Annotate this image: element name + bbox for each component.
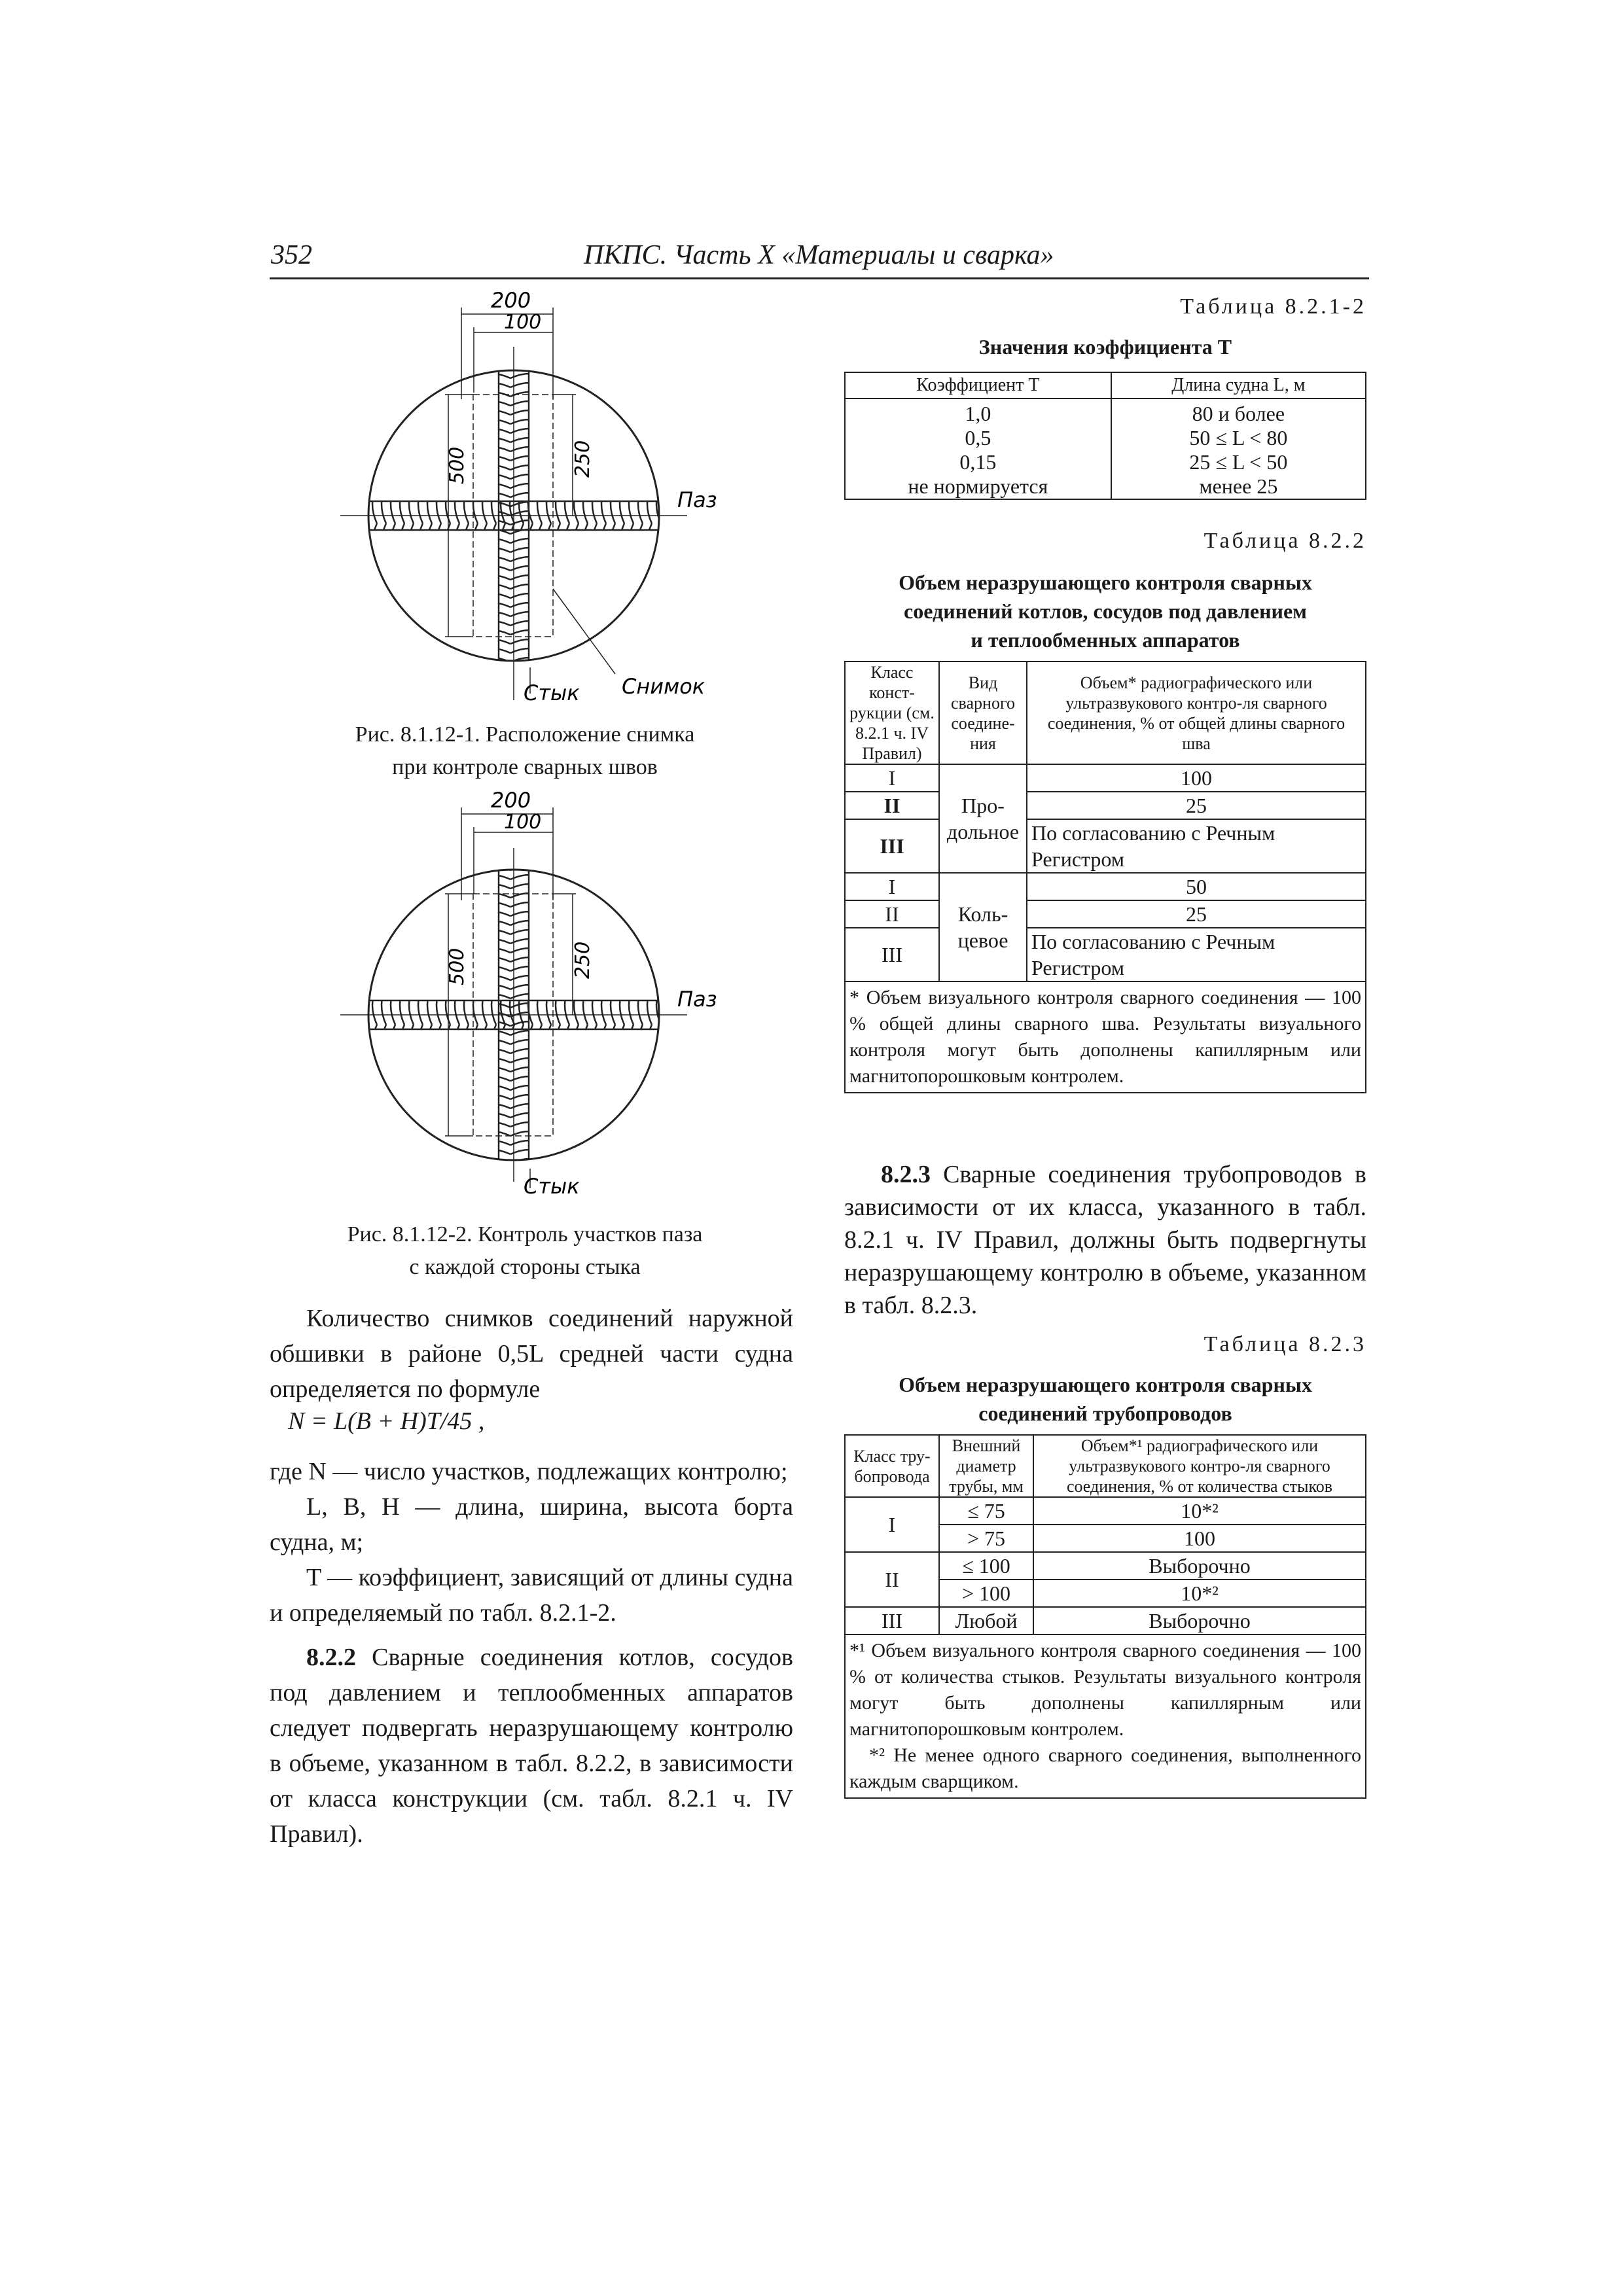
paragraph-8-2-3: 8.2.3 Сварные соединения трубопроводов в зависимости от их класса, указанного в табл. 8.2.1 ч. IV Правил, должны быть подвергнуты неразрушающему контролю в объеме, указанном в табл. 8.2.3. — [844, 1161, 1366, 1319]
note-1: *¹ Объем визуального контроля сварного соединения — 100 % от количества стыков. Результаты визуального контроля могут быть дополнены капиллярным или магнитопорошковым контролем. — [849, 1640, 1361, 1740]
th-class: Класс конст-рукции (см. 8.2.1 ч. IV Правил) — [845, 662, 939, 764]
formula: N = L(B + H)T/45 , — [288, 1407, 485, 1435]
running-title: ПКПС. Часть X «Материалы и сварка» — [584, 240, 1054, 270]
left-text-defs — [270, 1454, 793, 1852]
dim-500: 500 — [446, 446, 469, 484]
running-header — [270, 239, 1369, 279]
label-paz: Паз — [677, 487, 717, 512]
table-8-2-1-2-title: Значения коэффициента T — [978, 335, 1232, 359]
table-8-2-2-title: Объем неразрушающего контроля сварных соединений котлов, сосудов под давлением и теплообменных аппаратов — [899, 571, 1312, 652]
th-length: Длина судна L, м — [1111, 372, 1366, 398]
paragraph-count-formula: Количество снимков соединений наружной обшивки в районе 0,5L средней части судна определяется по формуле — [270, 1305, 793, 1403]
th-volume: Объем* радиографического или ультразвукового контро-ля сварного соединения, % от общей длины сварного шва — [1027, 662, 1366, 764]
definition-t: T — коэффициент, зависящий от длины судна и определяемый по табл. 8.2.1-2. — [270, 1564, 793, 1627]
table-8-2-2: Класс конст-рукции (см. 8.2.1 ч. IV Правил) Вид сварного соедине-ния Объем* радиографического или ультразвукового контро-ля сварного соединения, % от общей длины сварного шва I Про-дольное 100 II 25 III По согласованию с Речным Регистром I Коль-цевое 50 II 25 III По согласованию с Речным Регистром * Объем визуального контроля сварного соединения — 100 % общей длины сварного шва. Результаты визуального контроля могут быть дополнены капиллярным или магнитопорошковым контролем. — [844, 661, 1366, 1093]
left-text-block — [270, 1301, 793, 1407]
table-8-2-3-title: Объем неразрушающего контроля сварных соединений трубопроводов — [899, 1373, 1312, 1425]
th-type: Вид сварного соедине-ния — [939, 662, 1027, 764]
label-snimok: Снимок — [622, 674, 705, 699]
th-coef: Коэффициент T — [845, 372, 1111, 398]
table-8-2-2-label: Таблица 8.2.2 — [1204, 529, 1366, 553]
th-diameter: Внешний диаметр трубы, мм — [939, 1435, 1033, 1497]
figure-8-1-12-2 — [314, 789, 785, 1208]
dim-500: 500 — [446, 947, 469, 985]
paragraph-8-2-2: 8.2.2 Сварные соединения котлов, сосудов под давлением и теплообменных аппаратов следует подвергать неразрушающему контролю в объеме, указанном в табл. 8.2.2, в зависимости от класса конструкции (см. табл. 8.2.1 ч. IV Правил). — [270, 1644, 793, 1848]
dim-200: 200 — [491, 288, 531, 313]
label-styk: Стык — [524, 680, 580, 705]
definition-lbh: L, B, H — длина, ширина, высота борта судна, м; — [270, 1493, 793, 1556]
dim-100: 100 — [504, 811, 542, 834]
figure-8-1-12-1 — [314, 288, 785, 707]
figure1-caption: Рис. 8.1.12-1. Расположение снимка при контроле сварных швов — [355, 722, 695, 779]
figure2-caption: Рис. 8.1.12-2. Контроль участков паза с каждой стороны стыка — [347, 1222, 703, 1279]
th-volume: Объем*¹ радиографического или ультразвукового контро-ля сварного соединения, % от количества стыков — [1033, 1435, 1366, 1497]
table-8-2-3-label: Таблица 8.2.3 — [1204, 1332, 1366, 1356]
table-8-2-1-2: Коэффициент T Длина судна L, м 1,0 80 и более 0,5 50 ≤ L < 80 0,15 25 ≤ L < 50 не нормируется менее 25 — [844, 372, 1366, 500]
dim-100: 100 — [504, 311, 542, 334]
note-2: *² Не менее одного сварного соединения, выполненного каждым сварщиком. — [849, 1744, 1361, 1792]
table-8-2-2-note: * Объем визуального контроля сварного соединения — 100 % общей длины сварного шва. Результаты визуального контроля могут быть дополнены капиллярным или магнитопорошковым контролем. — [845, 981, 1366, 1093]
table-8-2-3-notes — [845, 1634, 1366, 1798]
dim-200: 200 — [491, 789, 531, 813]
definition-n: где N — число участков, подлежащих контролю; — [270, 1458, 788, 1485]
label-paz: Паз — [677, 987, 717, 1012]
table-8-2-1-2-label: Таблица 8.2.1-2 — [1180, 294, 1366, 319]
label-styk: Стык — [524, 1174, 580, 1199]
dim-250: 250 — [571, 440, 594, 478]
table-8-2-3: Класс тру-бопровода Внешний диаметр трубы, мм Объем*¹ радиографического или ультразвукового контро-ля сварного соединения, % от количества стыков I ≤ 75 10*² > 75 100 II ≤ 100 Выборочно > 100 10*² III Любой Выборочно *¹ Объем визуального контроля сварного соединения — 100 % от количества стыков. Результаты визуального контроля могут быть дополнены капиллярным или магнитопорошковым контролем. *² Не менее одного сварного соединения, выполненного каждым сварщиком. — [844, 1434, 1366, 1799]
dim-250: 250 — [571, 941, 594, 979]
th-pipe-class: Класс тру-бопровода — [845, 1435, 939, 1497]
page-number: 352 — [271, 240, 312, 270]
